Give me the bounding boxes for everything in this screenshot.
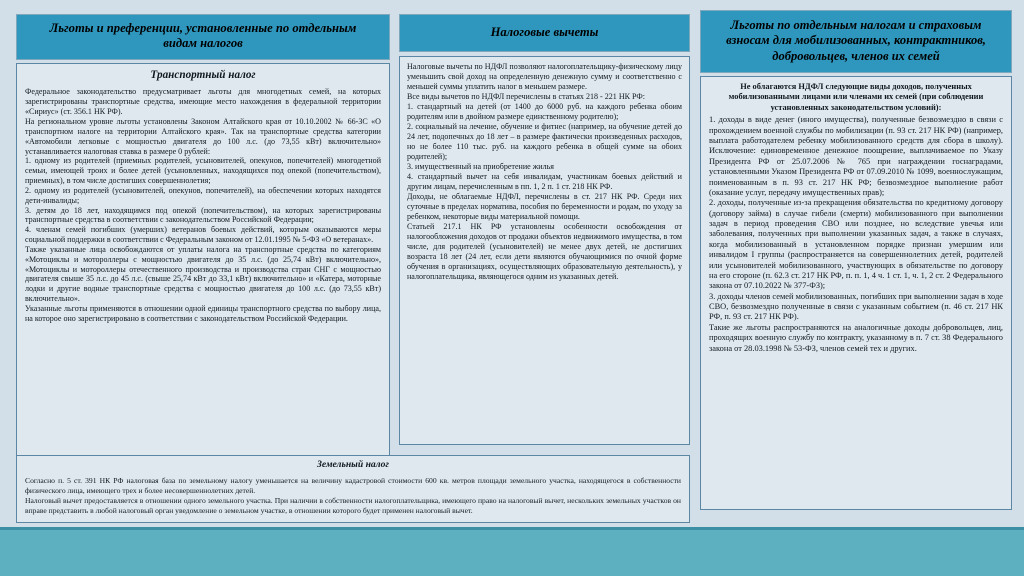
left-column-body bbox=[16, 63, 390, 464]
land-tax-subheading: Земельный налог bbox=[317, 459, 389, 470]
transport-tax-para-1: Федеральное законодательство предусматривает льготы для многодетных семей, на которых зарегистрированы транспортные средства, имеющие место нахождения в федеральной территории «Сириус» (ст. 356.1 НК РФ). bbox=[25, 87, 381, 117]
left-column-header: Льготы и преференции, установленные по отдельным видам налогов bbox=[16, 14, 390, 60]
middle-column-panel bbox=[399, 14, 690, 445]
land-tax-para-2: Налоговый вычет предоставляется в отношении одного земельного участка. При наличии в собственности налогоплательщика, имеющего право на налоговый вычет, нескольких земельных участков он вправе представить в любой налоговый орган уведомление о земельном участке, в отношении которого будет применен налоговый вычет. bbox=[25, 495, 681, 516]
right-column-header: Льготы по отдельным налогам и страховым взносам для мобилизованных, контрактников, добровольцев, членов их семей bbox=[700, 10, 1012, 73]
transport-tax-para-4: Указанные льготы применяются в отношении одной единицы транспортного средства по выбору лица, на которое оно зарегистрировано в соответствии с законодательством Российской Федерации. bbox=[25, 304, 381, 323]
deduction-item-1: 1. стандартный на детей (от 1400 до 6000 руб. на каждого ребенка обоим родителям или в двойном размере единственному родителю); bbox=[407, 102, 682, 122]
transport-tax-para-3: Также указанные лица освобождаются от уплаты налога на транспортные средства по категориям «Мотоциклы и мотороллеры с мощностью двигателя до 35 л.с. (до 25,74 кВт) включительно», «Мотоциклы и мотороллеры отечественного производства и производства стран СНГ с мощностью двигателя свыше 35 л.с. до 45 л.с. (свыше 25,74 кВт до 33,1 кВт) включительно» и «Катера, моторные лодки и другие водные транспортные средства с мощностью двигателя до 100 л.с. (до 73,55 кВт) включительно». bbox=[25, 244, 381, 304]
transport-tax-subheading: Транспортный налог bbox=[150, 68, 256, 81]
middle-column-header: Налоговые вычеты bbox=[399, 14, 690, 52]
deduction-item-3: 3. имущественный на приобретение жилья bbox=[407, 162, 554, 172]
deduction-item-2: 2. социальный на лечение, обучение и фитнес (например, на обучение детей до 24 лет, подопечных до 18 лет – в размере фактически произведенных расходов, но не более 110 тыс. руб. на каждого ребенка в общей сумме на обоих родителей); bbox=[407, 122, 682, 162]
transport-tax-item-2: 2. одному из родителей (усыновителей, опекунов, попечителей), на обеспечении которых находятся дети-инвалиды; bbox=[25, 185, 381, 205]
mobilized-item-3: 3. доходы членов семей мобилизованных, погибших при выполнении задач в ходе СВО, безвозмездно полученные в связи с указанным событием (п. 46 ст. 217 НК РФ, п. 93 ст. 217 НК РФ). bbox=[709, 291, 1003, 322]
right-column-body bbox=[700, 76, 1012, 510]
left-column-panel bbox=[16, 14, 390, 464]
land-tax-para-1: Согласно п. 5 ст. 391 НК РФ налоговая база по земельному налогу уменьшается на величину кадастровой стоимости 600 кв. метров площади земельного участка, находящегося в собственности физического лица, имеющего трех и более несовершеннолетних детей. bbox=[25, 475, 681, 495]
deduction-item-4: 4. стандартный вычет на себя инвалидам, участникам боевых действий и другим лицам, перечисленным в пп. 1, 2 п. 1 ст. 218 НК РФ. bbox=[407, 172, 682, 191]
footer-band bbox=[0, 527, 1024, 576]
transport-tax-item-1: 1. одному из родителей (приемных родителей, усыновителей, опекунов, попечителей) многодетной семьи, имеющей троих и более детей (усыновленных, находящихся под опекой (попечительством), приемных), в том числе достигших совершеннолетия; bbox=[25, 156, 381, 186]
land-tax-body bbox=[16, 455, 690, 523]
right-column-panel bbox=[700, 10, 1012, 510]
transport-tax-item-3: 3. детям до 18 лет, находящимся под опекой (попечительством), на которых зарегистрированы транспортные средства в соответствии с законодательством Российской Федерации; bbox=[25, 205, 381, 225]
mobilized-item-2: 2. доходы, полученные из-за прекращения обязательства по кредитному договору (договору займа) в случае гибели (смерти) мобилизованного при выполнении задач в период проведения СВО или позднее, но вследствие увечья или заболевания, полученных при выполнении указанных задач, а также в случаях, когда мобилизованный в установленном порядке признан умершим или инвалидом I группы (распространяется на совершеннолетних детей, родителей или усыновителей мобилизованного, участвующих в обязательстве по договору на его стороне (п. 62.3 ст. 217 НК РФ, п. п. 1, 4 ч. 1 ст. 1, ч. 1, 2 ст. 2 Федерального закона от 07.10.2022 № 377-ФЗ); bbox=[709, 198, 1003, 291]
mobilized-closing-para: Такие же льготы распространяются на аналогичные доходы добровольцев, лиц, проходящих военную службу по контракту, указанному в п. 7 ст. 38 Федерального закона от 28.03.1998 № 53-ФЗ, членов семей тех и других. bbox=[709, 322, 1003, 353]
deduction-para-3: Доходы, не облагаемые НДФЛ, перечислены в ст. 217 НК РФ. Среди них суточные в пределах норматива, пособия по беременности и родам, по уходу за ребенком, некоторые виды материальной помощи. bbox=[407, 191, 682, 221]
deduction-para-2: Все виды вычетов по НДФЛ перечислены в статьях 218 - 221 НК РФ: bbox=[407, 92, 645, 102]
deduction-para-4: Статьей 217.1 НК РФ установлены особенности освобождения от налогообложения доходов от продажи объектов недвижимого имущества, в том числе, для родителей (усыновителей) не менее двух детей, не достигших возраста 18 лет (24 лет, если дети являются обучающимися по очной форме обучения в организациях, осуществляющих образовательную деятельность), у налогоплательщика, являющегося одним из указанных детей. bbox=[407, 221, 682, 281]
mobilized-item-1: 1. доходы в виде денег (иного имущества), полученные безвозмездно в связи с прохождением военной службы по мобилизации (п. 93 ст. 217 НК РФ) (например, выплата работодателем ребенку мобилизованного средств для сбора в школу). Исключение: единовременное денежное поощрение, выплачиваемое по Указу Президента РФ от 25.07.2006 № 765 при награждении госнаградами, установленными Указом Президента РФ от 07.09.2010 № 1099, военнослужащим, поименованным в п. 93 ст. 217 НК РФ; безвозмездное выполнение работ (оказание услуг, передачу имущественных прав); bbox=[709, 115, 1003, 197]
mobilized-lead-text: Не облагаются НДФЛ следующие виды доходов, полученных мобилизованными лицами или членами их семей (при соблюдении установленных законодательством условий): bbox=[728, 81, 984, 112]
deduction-para-1: Налоговые вычеты по НДФЛ позволяют налогоплательщику-физическому лицу уменьшить свой доход на определенную денежную сумму и соответственно с меньшей суммы уплатить налог в меньшем размере. bbox=[407, 62, 682, 92]
transport-tax-para-2: На региональном уровне льготы установлены Законом Алтайского края от 10.10.2002 № 66-ЗС «О транспортном налоге на территории Алтайского края». Так на транспортные средства категории «Автомобили легковые с мощностью двигателя до 100 л.с. (до 73,55 кВт) включительно» устанавливается налоговая ставка в размере 0 рублей: bbox=[25, 116, 381, 156]
middle-column-body bbox=[399, 56, 690, 445]
land-tax-panel bbox=[16, 455, 690, 523]
transport-tax-item-4: 4. членам семей погибших (умерших) ветеранов боевых действий, которым оказываются меры социальной поддержки в соответствии с Федеральным законом от 12.01.1995 № 5-ФЗ «О ветеранах». bbox=[25, 225, 381, 245]
